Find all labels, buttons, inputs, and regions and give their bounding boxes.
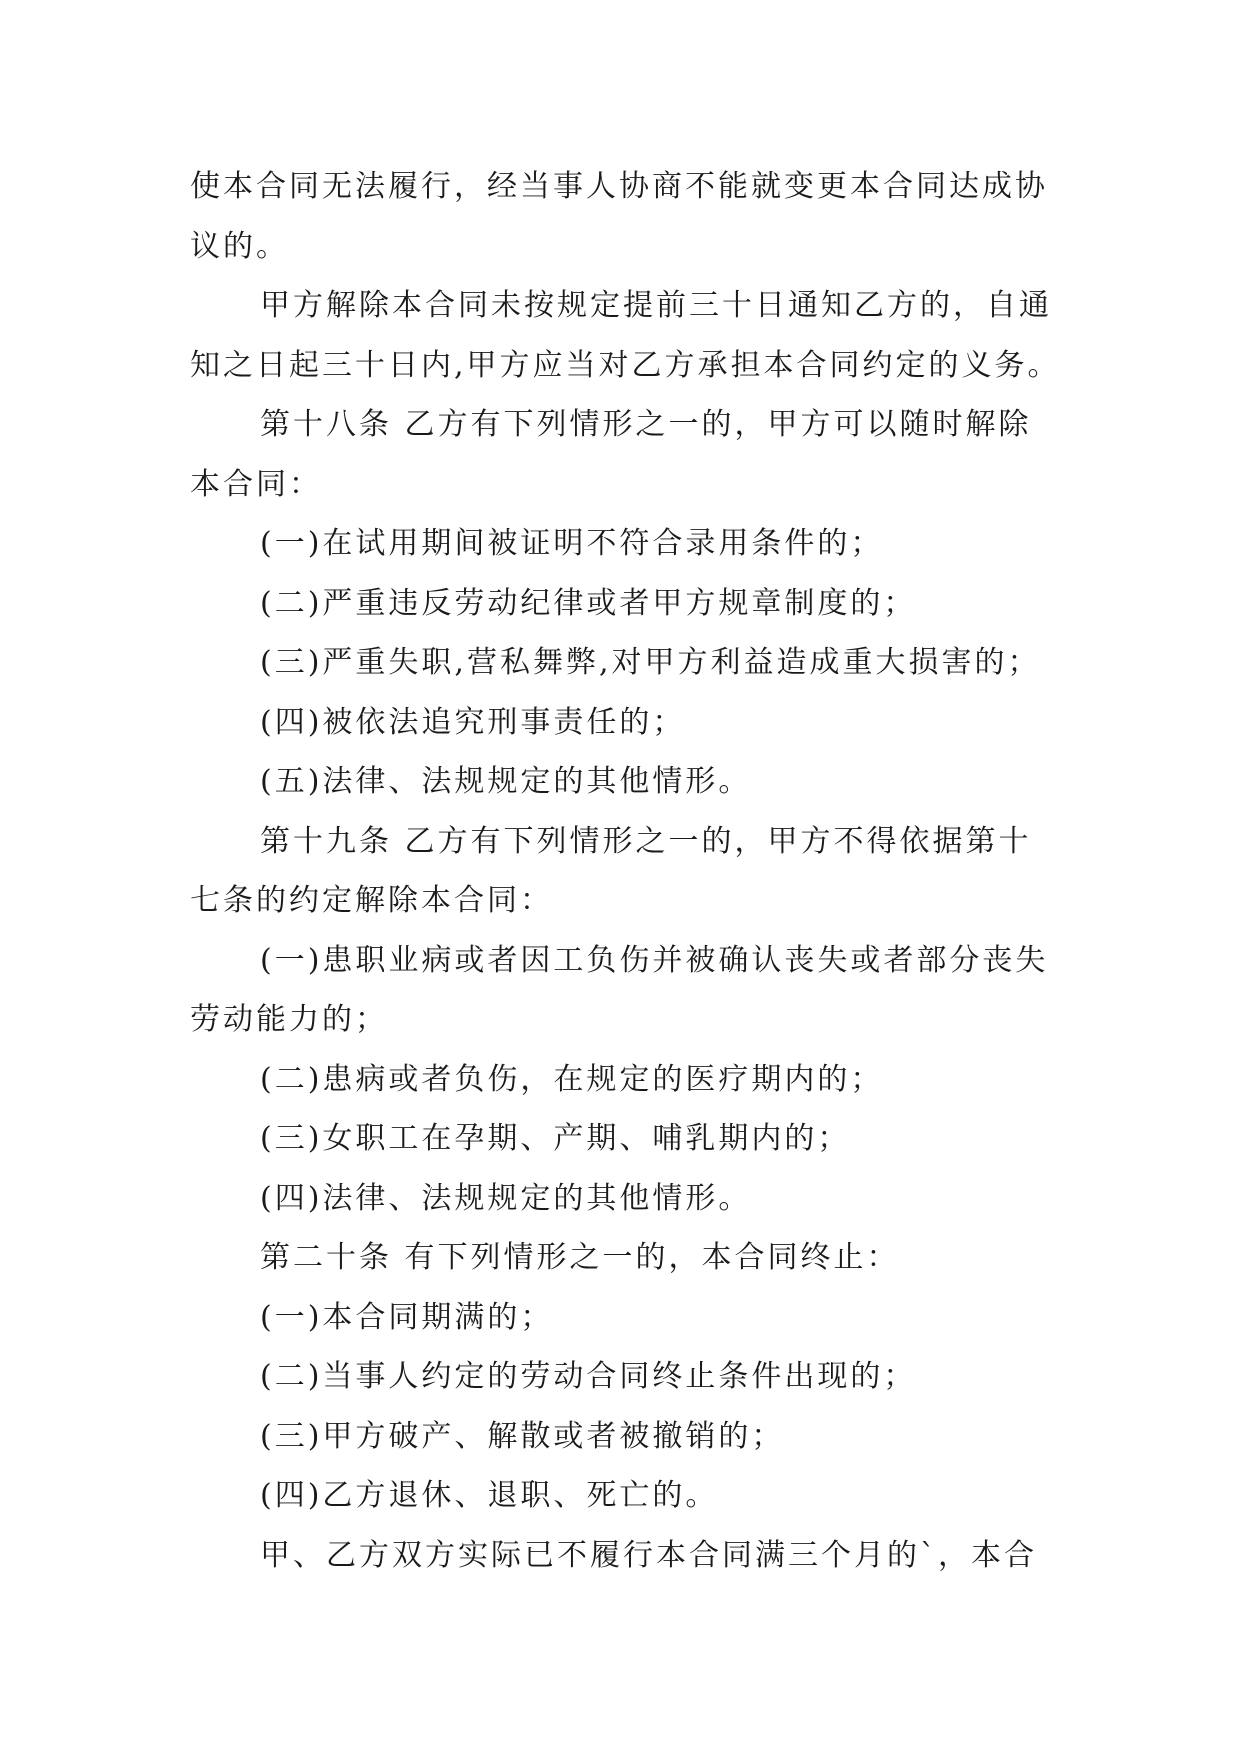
list-item: (二)当事人约定的劳动合同终止条件出现的； — [260, 1359, 917, 1394]
article-19-heading: 第十九条 乙方有下列情形之一的，甲方不得依据第十 — [260, 823, 1032, 859]
text-line: 甲、乙方双方实际已不履行本合同满三个月的`，本合 — [260, 1537, 1037, 1573]
text-line: 甲方解除本合同未按规定提前三十日通知乙方的，自通 — [260, 288, 1052, 323]
text-line: 使本合同无法履行，经当事人协商不能就变更本合同达成协 — [190, 169, 1048, 204]
list-item: (三)严重失职,营私舞弊,对甲方利益造成重大损害的； — [260, 645, 1041, 680]
list-item: (一)本合同期满的； — [260, 1299, 554, 1335]
list-item: (四)法律、法规规定的其他情形。 — [260, 1180, 752, 1216]
text-line: 劳动能力的； — [190, 1002, 388, 1037]
text-line: 七条的约定解除本合同： — [190, 883, 553, 918]
list-item: (三)女职工在孕期、产期、哺乳期内的； — [260, 1121, 851, 1156]
list-item: (一)患职业病或者因工负伤并被确认丧失或者部分丧失 — [260, 942, 1049, 978]
list-item: (五)法律、法规规定的其他情形。 — [260, 764, 752, 799]
list-item: (一)在试用期间被证明不符合录用条件的； — [260, 526, 884, 561]
list-item: (二)严重违反劳动纪律或者甲方规章制度的； — [260, 585, 917, 621]
list-item: (四)被依法追究刑事责任的； — [260, 704, 686, 740]
document-body — [190, 157, 1060, 1585]
list-item: (二)患病或者负伤，在规定的医疗期内的； — [260, 1061, 884, 1097]
list-item: (四)乙方退休、退职、死亡的。 — [260, 1478, 719, 1513]
text-line: 本合同： — [190, 466, 322, 502]
text-line: 议的。 — [190, 228, 289, 264]
article-18-heading: 第十八条 乙方有下列情形之一的，甲方可以随时解除 — [260, 407, 1032, 442]
list-item: (三)甲方破产、解散或者被撤销的； — [260, 1418, 785, 1454]
text-line: 知之日起三十日内,甲方应当对乙方承担本合同约定的义务。 — [190, 347, 1061, 383]
article-20-heading: 第二十条 有下列情形之一的，本合同终止： — [260, 1240, 900, 1275]
